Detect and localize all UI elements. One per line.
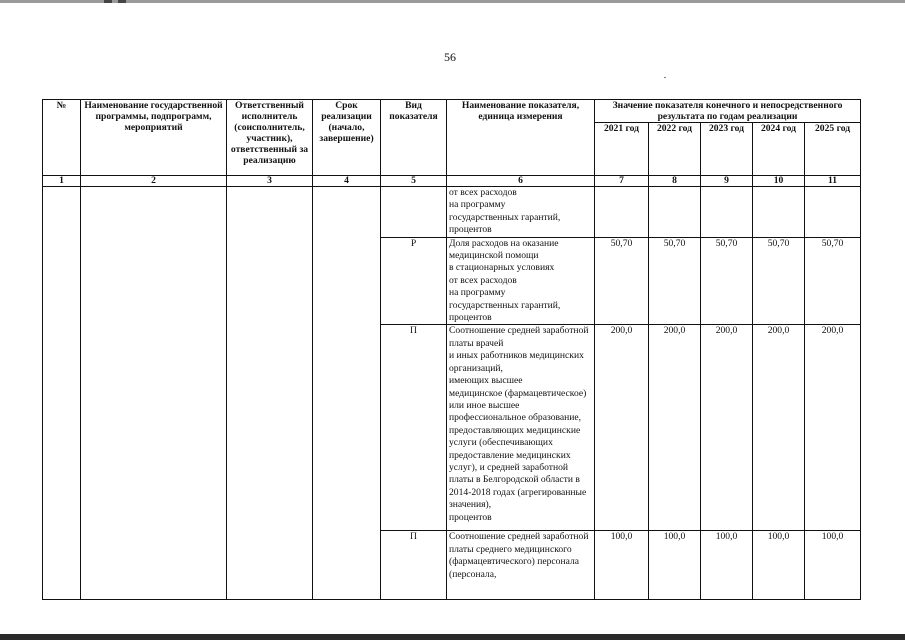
cell-value: 200,0 [805,325,861,531]
cell-value: 50,70 [753,237,805,325]
column-number: 8 [649,176,701,187]
cell-value [805,187,861,238]
header-year: 2025 год [805,123,861,176]
header-executor: Ответственный исполнитель (соисполнитель, участник), ответственный за реализацию [227,100,313,176]
column-number: 6 [447,176,595,187]
scan-edge-top [0,0,905,3]
cell-value: 200,0 [701,325,753,531]
cell-indicator-type [381,187,447,238]
cell-value [753,187,805,238]
column-number: 9 [701,176,753,187]
column-number: 5 [381,176,447,187]
cell-value [701,187,753,238]
cell-indicator-name: от всех расходов на программу государственных гарантий, процентов [447,187,595,238]
scan-mark [104,0,112,3]
cell-value: 50,70 [701,237,753,325]
cell-program [81,187,227,600]
cell-value: 100,0 [805,531,861,600]
cell-value: 200,0 [649,325,701,531]
cell-executor [227,187,313,600]
column-number: 3 [227,176,313,187]
column-number: 10 [753,176,805,187]
cell-indicator-type: Р [381,237,447,325]
header-value-group: Значение показателя конечного и непосредственного результата по годам реализации [595,100,861,123]
header-term: Срок реализации (начало, завершение) [313,100,381,176]
cell-indicator-name: Соотношение средней заработной платы врачей и иных работников медицинских организаций, имеющих высшее медицинское (фармацевтическое) или иное высшее профессиональное образование, предоставляющих медицинские услуги (обеспечивающих предоставление медицинских услуг), и средней заработной платы в Белгородской области в 2014-2018 годах (агрегированные значения), процентов [447,325,595,531]
column-number: 1 [43,176,81,187]
cell-indicator-type: П [381,325,447,531]
cell-indicator-name: Соотношение средней заработной платы среднего медицинского (фармацевтического) персонала (персонала, [447,531,595,600]
cell-value: 100,0 [595,531,649,600]
indicator-table [42,99,861,600]
column-number: 11 [805,176,861,187]
column-number: 4 [313,176,381,187]
scan-speck [664,77,666,78]
scan-edge-bottom [0,634,905,640]
header-number: № [43,100,81,176]
cell-value: 50,70 [595,237,649,325]
cell-value: 50,70 [649,237,701,325]
cell-indicator-name: Доля расходов на оказание медицинской помощи в стационарных условиях от всех расходов на программу государственных гарантий, процентов [447,237,595,325]
header-indicator-name: Наименование показателя, единица измерения [447,100,595,176]
header-year: 2023 год [701,123,753,176]
header-year: 2022 год [649,123,701,176]
header-year: 2021 год [595,123,649,176]
page-number: 56 [444,50,456,64]
table-row [43,187,861,238]
header-program: Наименование государственной программы, подпрограмм, мероприятий [81,100,227,176]
cell-indicator-type: П [381,531,447,600]
cell-value: 200,0 [753,325,805,531]
cell-value [649,187,701,238]
cell-value: 200,0 [595,325,649,531]
cell-value: 50,70 [805,237,861,325]
header-indicator-type: Вид показателя [381,100,447,176]
cell-term [313,187,381,600]
scan-mark [118,0,126,3]
cell-value: 100,0 [753,531,805,600]
column-number: 2 [81,176,227,187]
cell-value: 100,0 [649,531,701,600]
cell-value [595,187,649,238]
column-number: 7 [595,176,649,187]
cell-value: 100,0 [701,531,753,600]
cell-number [43,187,81,600]
header-year: 2024 год [753,123,805,176]
